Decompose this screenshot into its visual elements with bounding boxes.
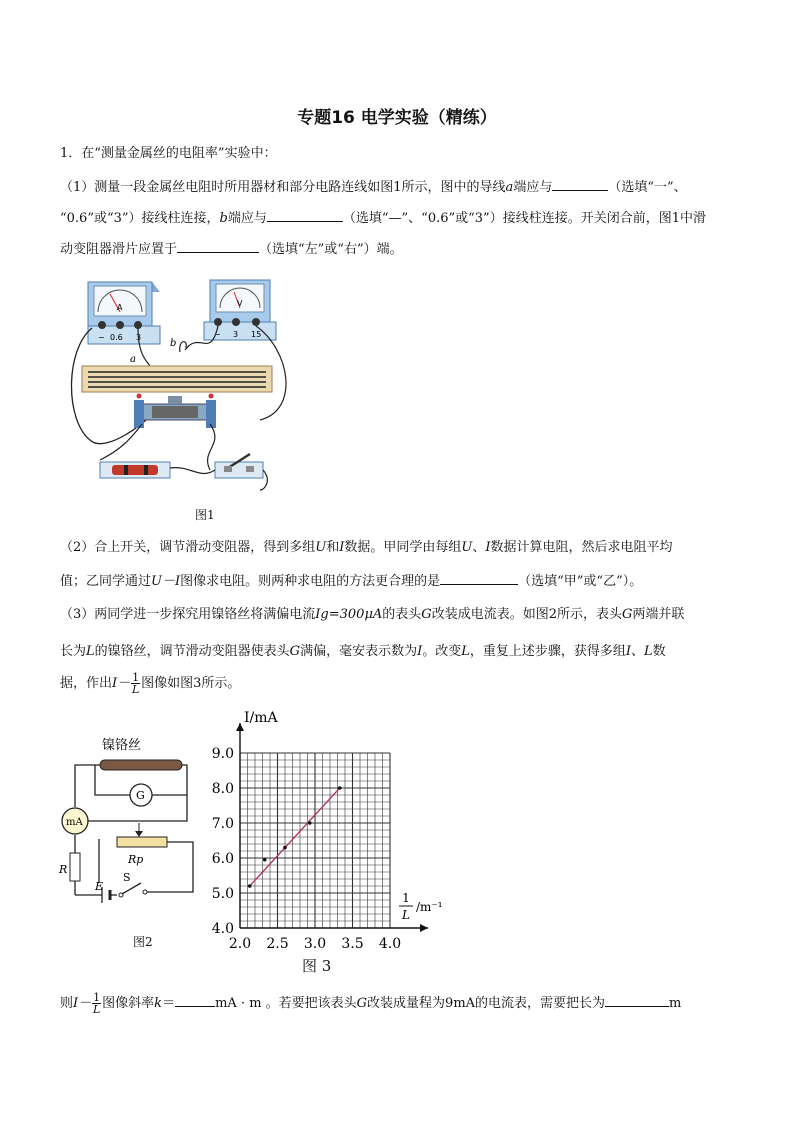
figure1-apparatus: [60, 270, 300, 495]
x-tick-label: 3.5: [341, 936, 364, 952]
part1-line3: 动变阻器滑片应置于 （选填“左”或“右”）端。: [60, 238, 403, 259]
y-tick-label: 5.0: [211, 886, 234, 902]
nichrome-wire-icon: [100, 760, 182, 770]
answer-blank-5[interactable]: [175, 992, 215, 1007]
part1-line2: “0.6”或“3”）接线柱连接，b端应与 （选填“—”、“0.6”或“3”）接线柱连接。开关闭合前，图1中滑: [60, 207, 706, 228]
data-point: [308, 821, 312, 825]
chart-grid: [240, 753, 390, 928]
figure2-circuit: [55, 735, 205, 915]
svg-text:S: S: [123, 871, 131, 884]
answer-blank-6[interactable]: [605, 992, 669, 1007]
answer-blank-4[interactable]: [440, 570, 518, 585]
y-tick-label: 8.0: [211, 781, 234, 797]
resistance-wire-board-icon: [82, 366, 272, 392]
switch-icon: [215, 454, 263, 478]
svg-text:0.6: 0.6: [110, 333, 123, 342]
figure2-caption: 图2: [133, 935, 153, 949]
y-tick-label: 7.0: [211, 816, 234, 832]
data-point: [263, 858, 267, 862]
part3-line2: 长为L的镍铬丝，调节滑动变阻器使表头G满偏，毫安表示数为I。改变L，重复上述步骤，获得多组I、L数: [60, 644, 666, 659]
svg-text:a: a: [130, 354, 136, 365]
y-tick-label: 9.0: [211, 746, 234, 762]
chart-labels: [212, 710, 443, 952]
svg-text:Rp: Rp: [128, 853, 144, 866]
figure3-chart: [195, 705, 455, 975]
data-point: [248, 884, 252, 888]
resistor-icon: [70, 853, 80, 881]
y-tick-label: 4.0: [211, 921, 234, 937]
part3-line1: （3）两同学进一步探究用镍铬丝将满偏电流Ig=300μA的表头G改装成电流表。如图2所示，表头G两端并联: [60, 607, 685, 622]
data-point: [283, 846, 287, 850]
voltmeter-icon: [204, 280, 276, 340]
battery-icon: [100, 462, 170, 478]
figure1-caption: 图1: [195, 508, 215, 522]
x-axis-label-numerator: 1: [402, 891, 410, 905]
svg-text:镍铬丝: 镍铬丝: [102, 738, 142, 753]
answer-blank-3[interactable]: [177, 238, 259, 253]
ammeter-icon: [88, 282, 160, 344]
fraction-1-over-L: $\frac{1}{L}$: [132, 671, 140, 696]
x-axis-arrow: [420, 924, 428, 932]
x-tick-label: 4.0: [378, 936, 402, 952]
x-axis-label-unit: /m⁻¹: [416, 900, 443, 914]
part3-line3: 据，作出I－ $\frac{1}{L}$ 图像如图3所示。: [60, 671, 241, 696]
svg-text:15: 15: [251, 330, 262, 339]
svg-text:A: A: [117, 303, 123, 312]
svg-text:G: G: [136, 789, 145, 802]
svg-text:b: b: [170, 338, 177, 349]
x-tick-label: 2.5: [266, 936, 289, 952]
question-intro: 1．在“测量金属丝的电阻率”实验中：: [60, 146, 277, 161]
x-tick-label: 3.0: [303, 936, 327, 952]
svg-text:3: 3: [233, 330, 239, 339]
x-axis-label-denominator: L: [402, 908, 410, 922]
y-axis-arrow: [236, 723, 244, 731]
y-axis-label: I/mA: [244, 710, 278, 726]
svg-text:V: V: [237, 299, 243, 308]
svg-text:E: E: [95, 880, 104, 893]
x-tick-label: 2.0: [228, 936, 252, 952]
part2-line2: 值；乙同学通过U－I图像求电阻。则两种求电阻的方法更合理的是 （选填“甲”或“乙”）。: [60, 570, 642, 591]
page-title: 专题16 电学实验（精练）: [297, 108, 497, 128]
answer-blank-1[interactable]: [552, 176, 608, 191]
chart-axes: [236, 723, 428, 932]
answer-blank-2[interactable]: [267, 207, 343, 222]
figure3-caption: 图 3: [302, 957, 332, 975]
svg-text:−: −: [214, 330, 221, 339]
rheostat-icon: [134, 394, 216, 429]
y-tick-label: 6.0: [211, 851, 234, 867]
data-point: [338, 786, 342, 790]
switch-icon: [119, 883, 147, 897]
fraction-1-over-L: $\frac{1}{L}$: [93, 991, 101, 1016]
svg-text:3: 3: [136, 333, 142, 342]
rheostat-icon: [117, 837, 167, 847]
part1-line1: （1）测量一段金属丝电阻时所用器材和部分电路连线如图1所示，图中的导线a端应与 （选填“一”、: [60, 176, 687, 197]
svg-text:mA: mA: [66, 817, 83, 828]
svg-text:R: R: [59, 863, 68, 876]
final-line: 则I－ $\frac{1}{L}$ 图像斜率k＝ mA · m 。若要把该表头G改装成量程为9mA的电流表，需要把长为 m: [60, 991, 682, 1016]
svg-text:−: −: [98, 333, 105, 342]
part2-line1: （2）合上开关，调节滑动变阻器，得到多组U和I数据。甲同学由每组U、I数据计算电阻，然后求电阻平均: [60, 540, 673, 555]
